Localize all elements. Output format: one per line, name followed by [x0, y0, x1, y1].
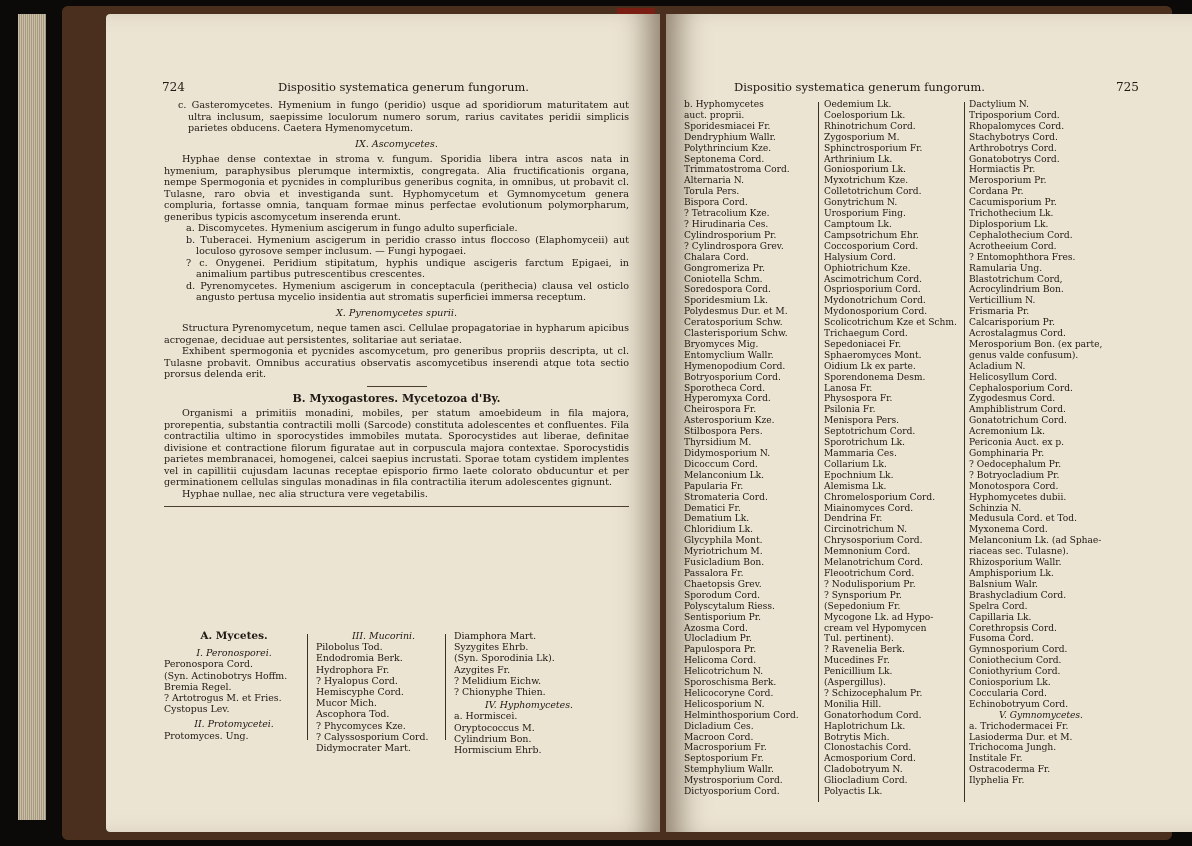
genus-entry: Dicladium Ces. — [684, 721, 754, 732]
genus-entry: Dictyosporium Cord. — [684, 787, 780, 798]
genus-entry: Gonatobotrys Cord. — [969, 154, 1060, 165]
ix-c: ? c. Onygenei. Peridium stipitatum, hyphis undique ascigeris farctum Epigaei, in animalium partibus putrescentibus crescentes. — [186, 257, 629, 280]
genus-entry: cream vel Hypomycen — [824, 623, 927, 634]
genus-entry: Ascophora Tod. — [316, 709, 390, 721]
genus-entry: (Sepedonium Fr. — [824, 601, 901, 612]
genus-entry: Myxotrichum Kze. — [824, 176, 909, 187]
genus-entry: Blastotrichum Cord, — [969, 274, 1063, 285]
genus-entry: Sporidesmiacei Fr. — [684, 121, 771, 132]
genus-entry: Gonytrichum N. — [824, 198, 898, 209]
genus-entry: Bispora Cord. — [684, 198, 748, 209]
genus-entry: Coniothyrium Cord. — [969, 667, 1061, 678]
table-top-rule — [164, 506, 629, 507]
genus-entry: Botryosporium Cord. — [684, 372, 781, 383]
genus-entry: Cladobotryum N. — [824, 765, 903, 776]
genus-entry: Cheirospora Fr. — [684, 405, 757, 416]
genus-entry: Cephalosporium Cord. — [969, 383, 1073, 394]
genus-entry: Ascimotrichum Cord. — [824, 274, 923, 285]
genus-entry: Azygites Fr. — [454, 664, 511, 676]
genus-entry: Merosporium Bon. (ex parte, — [969, 339, 1103, 350]
section-x-text-1: Structura Pyrenomycetum, neque tamen asci. Cellulae propagatoriae in hypharum apicibus acrogenae, deciduae aut persistentes, solitariae aut seriatae. — [164, 323, 629, 346]
genus-entry: Cystopus Lev. — [164, 704, 230, 716]
genus-entry: Helicotrichum N. — [684, 667, 764, 678]
section-ix-text: Hyphae dense contextae in stroma v. fungum. Sporidia libera intra ascos nata in hymenium, paraphysibus plerumque intermixtis, congregata. Alia fructificationis organa, nempe Spermogonia et pycnides in compluribus generibus cognita, in omnibus, ut probavit cl. Tulasne, raro obvia et investiganda sunt. Hyphomycetum et Gymnomycetum genera compluria, fortasse omnia, tanquam formae minus perfectae evolutionum polymorpharum, generibus typicis ascomycetum inserenda erunt. — [164, 154, 629, 223]
genus-entry: Campsotrichum Ehr. — [824, 230, 919, 241]
genus-entry: Macroon Cord. — [684, 732, 754, 743]
genus-entry: Hormiscium Ehrb. — [454, 745, 542, 757]
genus-entry: Gongromeriza Pr. — [684, 263, 765, 274]
genus-entry: Hemiscyphe Cord. — [316, 687, 404, 699]
genus-entry: Ramularia Ung. — [969, 263, 1043, 274]
genus-entry: Passalora Fr. — [684, 568, 744, 579]
genus-entry: Coccularia Cord. — [969, 688, 1047, 699]
genus-entry: Polyscytalum Riess. — [684, 601, 775, 612]
genus-entry: Menispora Pers. — [824, 416, 900, 427]
genus-entry: Helicoma Cord. — [684, 656, 757, 667]
genus-entry: Ostracoderma Fr. — [969, 765, 1051, 776]
genus-entry: Zygodesmus Cord. — [969, 394, 1056, 405]
genus-entry: Mycogone Lk. ad Hypo- — [824, 612, 934, 623]
genus-entry: ? Tetracolium Kze. — [684, 209, 770, 220]
genus-entry: Acrotheeium Cord. — [969, 241, 1057, 252]
column-divider — [964, 102, 965, 802]
genus-entry: Thyrsidium M. — [684, 438, 752, 449]
genus-entry: ? Entomophthora Fres. — [969, 252, 1076, 263]
sub-protomycetei: II. Protomycetei. — [194, 719, 274, 731]
genus-entry: Acladium N. — [969, 361, 1026, 372]
genus-entry: Coelosporium Lk. — [824, 110, 906, 121]
genus-entry: Polyactis Lk. — [824, 787, 883, 798]
genus-entry: Alternaria N. — [684, 176, 744, 187]
genus-entry: Sphinctrosporium Fr. — [824, 143, 923, 154]
page-number-right: 725 — [1116, 80, 1139, 94]
genus-entry: Cylindrium Bon. — [454, 733, 532, 745]
genus-entry: Chromelosporium Cord. — [824, 492, 936, 503]
genus-entry: Penicillium Lk. — [824, 667, 893, 678]
section-ix-title: IX. Ascomycetes. — [355, 138, 438, 150]
right-page — [666, 14, 1192, 832]
genus-entry: ? Nodulisporium Pr. — [824, 579, 916, 590]
genus-entry: Glycyphila Mont. — [684, 536, 763, 547]
genus-entry: Helminthosporium Cord. — [684, 710, 799, 721]
genus-entry: Polydesmus Dur. et M. — [684, 307, 788, 318]
genus-entry: (Syn. Actinobotrys Hoffm. — [164, 670, 288, 682]
genus-entry: Oryptococcus M. — [454, 722, 535, 734]
genus-entry: Schinzia N. — [969, 503, 1022, 514]
genus-entry: Haplotrichum Lk. — [824, 721, 906, 732]
genus-entry: Coniothecium Cord. — [969, 656, 1062, 667]
genus-entry: Fusicladium Bon. — [684, 558, 765, 569]
genus-entry: Miainomyces Cord. — [824, 503, 914, 514]
genus-entry: ? Melidium Eichw. — [454, 675, 542, 687]
genus-entry: Hyperomyxa Cord. — [684, 394, 771, 405]
sub-hyphomycetes: IV. Hyphomycetes. — [484, 700, 574, 712]
genus-entry: Ilyphelia Fr. — [969, 776, 1025, 787]
genus-entry: Syzygites Ehrb. — [454, 642, 529, 654]
genus-entry: Bremia Regel. — [164, 681, 232, 693]
genus-entry: Trimmatostroma Cord. — [684, 165, 790, 176]
genus-entry: Sporodum Cord. — [684, 590, 761, 601]
genus-entry: Stachybotrys Cord. — [969, 132, 1058, 143]
genus-entry: Torula Pers. — [684, 187, 740, 198]
genus-entry: Coniotella Schm. — [684, 274, 763, 285]
genus-entry: Helicosporium N. — [684, 699, 765, 710]
genus-entry: Chaetopsis Grev. — [684, 579, 762, 590]
genus-entry: Mystrosporium Cord. — [684, 776, 783, 787]
genus-entry: Septonema Cord. — [684, 154, 765, 165]
genus-entry: Trichocoma Jungh. — [969, 743, 1057, 754]
genus-entry: Gonatotrichum Cord. — [969, 416, 1067, 427]
section-b-text: Organismi a primitiis monadini, mobiles, per statum amoebideum in fila majora, prorepentia, substantia contractili molli (Sarcode) constituta adolescentes et confluentes. Fila contractilia ultimo in sporocystides immobiles mutata. Sporocystides aut liberae, definitae divisione et contractione filorum figuratae aut in corpuscula majora contextae. Sporocystidis parietes membranacei, homogenei, calcei saepius incrustati. Sporae totam cystidem implentes vel in capillitii cujusdam lacunas receptae episporio firmo laete colorato obducuntur et per germinationem cellulas singulas monadinas in fila contractilia iterum adolescentes gignunt. — [164, 408, 629, 488]
genus-entry: Azosma Cord. — [684, 623, 748, 634]
genus-entry: Ophiotrichum Kze. — [824, 263, 911, 274]
ix-d: d. Pyrenomycetes. Hymenium ascigerum in conceptacula (perithecia) clausa vel osticlo angusto pertusa mycelio insidentia aut stromatis superficiei immersa receptum. — [186, 280, 629, 303]
genus-entry: Mydonotrichum Cord. — [824, 296, 926, 307]
genus-entry: Epochnium Lk. — [824, 470, 894, 481]
genus-entry: Alemisma Lk. — [824, 481, 887, 492]
genus-entry: Acremonium Lk. — [969, 427, 1046, 438]
genus-entry: Ulocladium Pr. — [684, 634, 752, 645]
genus-entry: ? Hyalopus Cord. — [316, 675, 398, 687]
sub-mucorini: III. Mucorini. — [351, 631, 416, 642]
genus-entry: Diamphora Mart. — [454, 631, 537, 642]
genus-entry: Mydonosporium Cord. — [824, 307, 928, 318]
genus-entry: Stemphylium Wallr. — [684, 765, 774, 776]
column-divider — [445, 634, 446, 740]
genus-entry: Zygosporium M. — [824, 132, 900, 143]
genus-entry: Chrysosporium Cord. — [824, 536, 923, 547]
genus-entry: Dematium Lk. — [684, 514, 750, 525]
genus-entry: Asterosporium Kze. — [684, 416, 775, 427]
genus-entry: Oedemium Lk. — [824, 100, 892, 110]
genus-entry: Gliocladium Cord. — [824, 776, 908, 787]
genus-entry: ? Calyssosporium Cord. — [316, 731, 429, 743]
genus-entry: Sporendonema Desm. — [824, 372, 926, 383]
genus-entry: Sporotrichum Lk. — [824, 438, 906, 449]
genus-entry: b. Hyphomycetes — [684, 100, 764, 110]
section-x-title: X. Pyrenomycetes spurii. — [335, 307, 458, 319]
left-body — [164, 100, 629, 513]
page-number-left: 724 — [162, 80, 185, 94]
genus-entry: (Syn. Sporodinia Lk). — [454, 653, 555, 665]
genus-entry: Soredospora Cord. — [684, 285, 771, 296]
genus-entry: Gymnosporium Cord. — [969, 645, 1068, 656]
genus-entry: Myxonema Cord. — [969, 525, 1048, 536]
genus-entry: Hydrophora Fr. — [316, 664, 390, 676]
genus-entry: Balsnium Walr. — [969, 579, 1038, 590]
right-column-3 — [969, 100, 1129, 787]
genus-entry: Stromateria Cord. — [684, 492, 768, 503]
genus-entry: Dematici Fr. — [684, 503, 741, 514]
genus-entry: Trichothecium Lk. — [969, 209, 1054, 220]
genus-entry: Colletotrichum Cord. — [824, 187, 922, 198]
genus-entry: Corethropsis Cord. — [969, 623, 1057, 634]
left-col1-list2 — [164, 731, 304, 742]
genus-entry: Sporotheca Cord. — [684, 383, 766, 394]
divider-rule — [367, 386, 427, 387]
genus-entry: riaceas sec. Tulasne). — [969, 547, 1069, 558]
genus-entry: Polythrincium Kze. — [684, 143, 772, 154]
genus-entry: Scolicotrichum Kze et Schm. — [824, 318, 957, 329]
genus-entry: Didymocrater Mart. — [316, 743, 411, 755]
genus-entry: Medusula Cord. et Tod. — [969, 514, 1077, 525]
genus-entry: Oidium Lk ex parte. — [824, 361, 916, 372]
genus-entry: Hymenopodium Cord. — [684, 361, 786, 372]
gasteromycetes-paragraph: c. Gasteromycetes. Hymenium in fungo (peridio) usque ad sporidiorum maturitatem aut ultra inclusum, saepissime loculorum numero sorum, rarius cavitates peridii simplicis parietes obducens. Caetera Hymenomycetum. — [178, 100, 629, 134]
genus-entry: Dicoccum Cord. — [684, 459, 758, 470]
genus-entry: Verticillium N. — [969, 296, 1036, 307]
genus-entry: ? Chionyphe Thien. — [454, 687, 546, 699]
left-page — [106, 14, 660, 832]
genus-entry: Dendryphium Wallr. — [684, 132, 776, 143]
genus-entry: Melanconium Lk. (ad Sphae- — [969, 536, 1102, 547]
left-col2-list — [316, 642, 451, 754]
genus-entry: Mammaria Ces. — [824, 449, 897, 459]
genus-entry: Papulospora Pr. — [684, 645, 757, 656]
genus-entry: Chloridium Lk. — [684, 525, 753, 536]
genus-entry: Monotospora Cord. — [969, 481, 1059, 492]
genus-entry: Cylindrosporium Pr. — [684, 230, 777, 241]
left-column-2 — [316, 631, 451, 754]
genus-entry: ? Phycomyces Kze. — [316, 720, 406, 732]
genus-entry: Triposporium Cord. — [969, 110, 1060, 121]
genus-entry: Sporidesmium Lk. — [684, 296, 768, 307]
genus-entry: Septosporium Fr. — [684, 754, 764, 765]
genus-entry: Entomyclium Wallr. — [684, 350, 774, 361]
genus-entry: Arthrobotrys Cord. — [969, 143, 1057, 154]
genus-entry: Stilbospora Pers. — [684, 427, 763, 438]
genus-entry: Spelra Cord. — [969, 601, 1028, 612]
genus-entry: Hyphomycetes dubii. — [969, 492, 1067, 503]
genus-entry: Acmosporium Cord. — [824, 754, 916, 765]
genus-entry: Acrocylindrium Bon. — [969, 285, 1064, 296]
genus-entry: ? Synsporium Pr. — [824, 590, 902, 601]
genus-entry: Trichaegum Cord. — [824, 329, 908, 340]
genus-entry: Sporoschisma Berk. — [684, 678, 777, 689]
genus-entry: Clonostachis Cord. — [824, 743, 912, 754]
genus-entry: (Aspergillus). — [824, 678, 886, 689]
genus-entry: Papularia Fr. — [684, 481, 744, 492]
genus-entry: Coniosporium Lk. — [969, 678, 1051, 689]
genus-entry: Chalara Cord. — [684, 252, 749, 263]
genus-entry: Lanosa Fr. — [824, 383, 873, 394]
section-b-title: B. Myxogastores. Mycetozoa d'By. — [292, 391, 501, 405]
column-divider — [818, 102, 819, 802]
genus-entry: Myriotrichum M. — [684, 547, 763, 558]
genus-entry: Ospriosporium Cord. — [824, 285, 921, 296]
genus-entry: Mucedines Fr. — [824, 656, 890, 667]
section-b-text-2: Hyphae nullae, nec alia structura vere vegetabilis. — [182, 488, 428, 500]
genus-entry: Lasioderma Dur. et M. — [969, 732, 1073, 743]
genus-entry: Cordana Pr. — [969, 187, 1024, 198]
genus-entry: Pilobolus Tod. — [316, 642, 383, 654]
genus-entry: Melanotrichum Cord. — [824, 558, 924, 569]
genus-entry: Macrosporium Fr. — [684, 743, 767, 754]
genus-entry: Dendrina Fr. — [824, 514, 883, 525]
genus-entry: Rhopalomyces Cord. — [969, 121, 1065, 132]
genus-entry: Monilia Hill. — [824, 699, 882, 710]
genus-entry: genus valde confusum). — [969, 350, 1079, 361]
genus-entry: Capillaria Lk. — [969, 612, 1032, 623]
genus-entry: Merosporium Pr. — [969, 176, 1047, 187]
genus-entry: ? Cylindrospora Grev. — [684, 241, 784, 252]
genus-entry: Circinotrichum N. — [824, 525, 908, 536]
genus-entry: Acrostalagmus Cord. — [969, 329, 1066, 340]
genus-entry: Arthrinium Lk. — [824, 154, 893, 165]
genus-entry: Sepedoniacei Fr. — [824, 339, 902, 350]
genus-entry: Halysium Cord. — [824, 252, 896, 263]
right-column-1 — [684, 100, 816, 798]
genus-entry: Clasterisporium Schw. — [684, 329, 788, 340]
genus-entry: Physospora Fr. — [824, 394, 893, 405]
genus-entry: a. Trichodermacei Fr. — [969, 721, 1069, 732]
genus-entry: Botrytis Mich. — [824, 732, 890, 743]
column-heading-mycetes: A. Mycetes. — [200, 630, 268, 642]
genus-entry: ? Artotrogus M. et Fries. — [164, 693, 282, 705]
genus-entry: Helicocoryne Cord. — [684, 688, 774, 699]
genus-entry: Helicosyllum Cord. — [969, 372, 1058, 383]
genus-entry: ? Botryocladium Pr. — [969, 470, 1060, 481]
left-col1-list — [164, 659, 304, 715]
genus-entry: Peronospora Cord. — [164, 659, 254, 671]
genus-entry: Amphiblistrum Cord. — [969, 405, 1066, 416]
genus-entry: Rhizosporium Wallr. — [969, 558, 1062, 569]
genus-entry: Psilonia Fr. — [824, 405, 876, 416]
genus-entry: Frismaria Pr. — [969, 307, 1030, 318]
genus-entry: Cacumisporium Pr. — [969, 198, 1057, 209]
genus-entry: Ceratosporium Schw. — [684, 318, 783, 329]
genus-entry: Didymosporium N. — [684, 449, 771, 459]
genus-entry: auct. proprii. — [684, 110, 745, 121]
genus-entry: Gomphinaria Pr. — [969, 449, 1045, 459]
genus-entry: Mucor Mich. — [316, 698, 377, 710]
genus-entry: ? Hirudinaria Ces. — [684, 219, 769, 230]
page-edges-left — [18, 14, 46, 820]
genus-entry: Coccosporium Cord. — [824, 241, 919, 252]
genus-entry: Periconia Auct. ex p. — [969, 438, 1065, 449]
left-col3-list — [454, 631, 604, 698]
genus-entry: a. Hormiscei. — [454, 711, 518, 723]
genus-entry: Goniosporium Lk. — [824, 165, 907, 176]
genus-entry: Sphaeromyces Mont. — [824, 350, 922, 361]
genus-entry: Melanconium Lk. — [684, 470, 765, 481]
genus-entry: Urosporium Fing. — [824, 209, 906, 220]
left-column-1 — [164, 631, 304, 742]
column-divider — [307, 634, 308, 740]
section-x-text-2: Exhibent spermogonia et pycnides ascomycetum, pro generibus propriis descripta, ut cl. Tulasne probavit. Omnibus accuratius observatis ascomycetibus inserendi atque tota sectio prorsus delenda erit. — [164, 346, 629, 380]
genus-entry: Calcarisporium Pr. — [969, 318, 1056, 329]
genus-entry: Institale Fr. — [969, 754, 1023, 765]
genus-entry: Septotrichum Cord. — [824, 427, 916, 438]
genus-entry: Diplosporium Lk. — [969, 219, 1049, 230]
genus-entry: Sentisporium Pr. — [684, 612, 761, 623]
genus-entry: Gonatorhodum Cord. — [824, 710, 922, 721]
ix-b: b. Tuberacei. Hymenium ascigerum in peridio crasso intus floccoso (Elaphomyceii) aut loculoso gyrosove semper inclusum. — Fungi hypogaei. — [186, 234, 629, 257]
genus-entry: ? Ravenelia Berk. — [824, 645, 905, 656]
genus-entry: Cephalothecium Cord. — [969, 230, 1073, 241]
genus-entry: Fleootrichum Cord. — [824, 568, 915, 579]
genus-entry: Camptoum Lk. — [824, 219, 892, 230]
genus-entry: Amphisporium Lk. — [969, 568, 1054, 579]
ix-a: a. Discomycetes. Hymenium ascigerum in fungo adulto superficiale. — [186, 223, 518, 234]
genus-entry: Echinobotryum Cord. — [969, 699, 1069, 710]
genus-entry: Hormiactis Pr. — [969, 165, 1036, 176]
genus-entry: Memnonium Cord. — [824, 547, 911, 558]
open-book — [62, 6, 1172, 840]
left-column-3 — [454, 631, 604, 756]
genus-entry: Rhinotrichum Cord. — [824, 121, 916, 132]
left-col3-list2 — [454, 711, 604, 756]
running-header-left: Dispositio systematica generum fungorum. — [278, 80, 529, 94]
sub-peronosporei: I. Peronosporei. — [196, 648, 272, 660]
genus-entry: Fusoma Cord. — [969, 634, 1034, 645]
genus-entry: Brashycladium Cord. — [969, 590, 1067, 601]
genus-entry: Endodromia Berk. — [316, 653, 403, 665]
genus-entry: Protomyces. Ung. — [164, 730, 249, 742]
right-column-2 — [824, 100, 962, 798]
genus-entry: Dactylium N. — [969, 100, 1030, 110]
genus-entry: Tul. pertinent). — [824, 634, 894, 645]
genus-entry: Collarium Lk. — [824, 459, 887, 470]
running-header-right: Dispositio systematica generum fungorum. — [734, 80, 985, 94]
genus-entry: ? Schizocephalum Pr. — [824, 688, 923, 699]
sub-gymnomycetes: V. Gymnomycetes. — [999, 710, 1083, 721]
genus-entry: Bryomyces Mig. — [684, 339, 759, 350]
genus-entry: ? Oedocephalum Pr. — [969, 459, 1062, 470]
